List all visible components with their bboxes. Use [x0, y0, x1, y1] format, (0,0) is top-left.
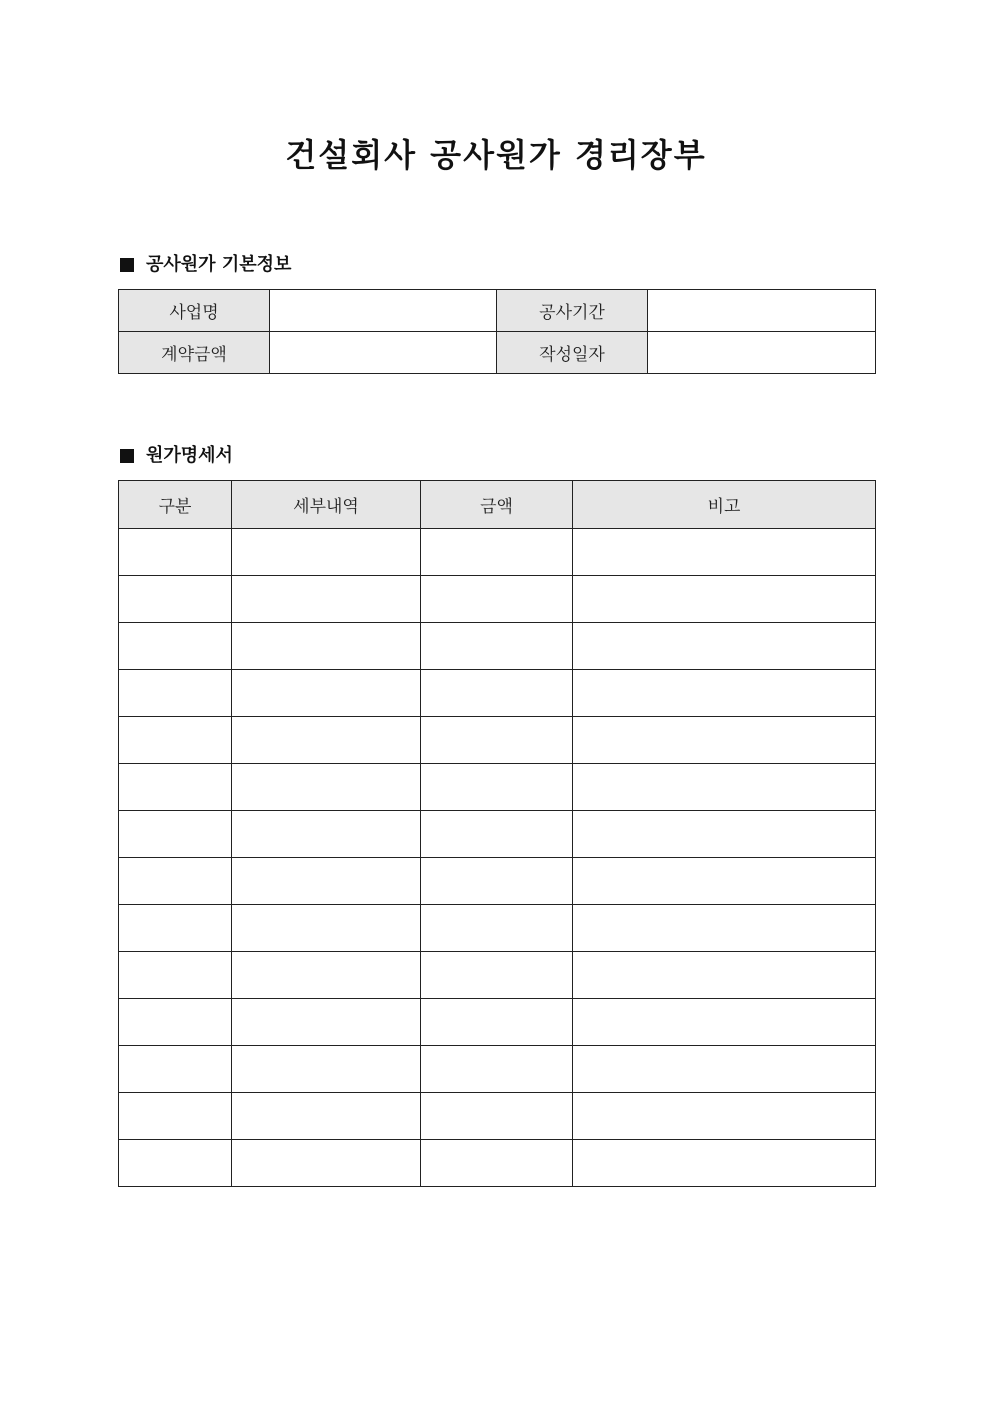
details-cell[interactable]: [232, 670, 421, 717]
column-header-category: 구분: [119, 481, 232, 529]
column-header-details: 세부내역: [232, 481, 421, 529]
amount-cell[interactable]: [421, 623, 573, 670]
category-cell[interactable]: [119, 670, 232, 717]
project-name-label: 사업명: [119, 290, 270, 332]
remarks-cell[interactable]: [573, 1140, 876, 1187]
remarks-cell[interactable]: [573, 905, 876, 952]
table-row: [119, 952, 876, 999]
table-row: [119, 623, 876, 670]
category-cell[interactable]: [119, 623, 232, 670]
remarks-cell[interactable]: [573, 764, 876, 811]
construction-period-field[interactable]: [648, 290, 876, 332]
basic-info-heading: [120, 253, 291, 277]
amount-cell[interactable]: [421, 811, 573, 858]
cost-statement-heading-label: 원가명세서: [146, 445, 233, 466]
amount-cell[interactable]: [421, 1140, 573, 1187]
table-row: [119, 290, 876, 332]
details-cell[interactable]: [232, 1140, 421, 1187]
amount-cell[interactable]: [421, 529, 573, 576]
category-cell[interactable]: [119, 999, 232, 1046]
category-cell[interactable]: [119, 576, 232, 623]
date-written-field[interactable]: [648, 332, 876, 374]
date-written-label: 작성일자: [497, 332, 648, 374]
remarks-cell[interactable]: [573, 670, 876, 717]
details-cell[interactable]: [232, 999, 421, 1046]
category-cell[interactable]: [119, 717, 232, 764]
category-cell[interactable]: [119, 905, 232, 952]
cost-statement-body: [119, 529, 876, 1187]
amount-cell[interactable]: [421, 905, 573, 952]
details-cell[interactable]: [232, 811, 421, 858]
table-row: [119, 1140, 876, 1187]
category-cell[interactable]: [119, 1140, 232, 1187]
basic-info-heading-label: 공사원가 기본정보: [146, 254, 292, 275]
table-row: [119, 999, 876, 1046]
amount-cell[interactable]: [421, 1046, 573, 1093]
basic-info-table: [118, 289, 876, 374]
details-cell[interactable]: [232, 1093, 421, 1140]
remarks-cell[interactable]: [573, 1046, 876, 1093]
amount-cell[interactable]: [421, 764, 573, 811]
category-cell[interactable]: [119, 811, 232, 858]
amount-cell[interactable]: [421, 717, 573, 764]
square-bullet-icon: [120, 258, 134, 272]
table-row: [119, 576, 876, 623]
details-cell[interactable]: [232, 1046, 421, 1093]
remarks-cell[interactable]: [573, 1093, 876, 1140]
table-row: [119, 1046, 876, 1093]
details-cell[interactable]: [232, 858, 421, 905]
details-cell[interactable]: [232, 529, 421, 576]
category-cell[interactable]: [119, 952, 232, 999]
table-row: [119, 1093, 876, 1140]
amount-cell[interactable]: [421, 1093, 573, 1140]
table-row: [119, 529, 876, 576]
remarks-cell[interactable]: [573, 717, 876, 764]
remarks-cell[interactable]: [573, 576, 876, 623]
contract-amount-label: 계약금액: [119, 332, 270, 374]
remarks-cell[interactable]: [573, 999, 876, 1046]
project-name-field[interactable]: [270, 290, 497, 332]
table-row: [119, 764, 876, 811]
details-cell[interactable]: [232, 764, 421, 811]
details-cell[interactable]: [232, 905, 421, 952]
amount-cell[interactable]: [421, 952, 573, 999]
table-row: [119, 670, 876, 717]
table-header-row: [119, 481, 876, 529]
amount-cell[interactable]: [421, 576, 573, 623]
details-cell[interactable]: [232, 576, 421, 623]
amount-cell[interactable]: [421, 670, 573, 717]
construction-period-label: 공사기간: [497, 290, 648, 332]
page-title: 건설회사 공사원가 경리장부: [285, 136, 707, 174]
amount-cell[interactable]: [421, 999, 573, 1046]
category-cell[interactable]: [119, 529, 232, 576]
details-cell[interactable]: [232, 717, 421, 764]
remarks-cell[interactable]: [573, 858, 876, 905]
remarks-cell[interactable]: [573, 623, 876, 670]
column-header-remarks: 비고: [573, 481, 876, 529]
category-cell[interactable]: [119, 858, 232, 905]
column-header-amount: 금액: [421, 481, 573, 529]
square-bullet-icon: [120, 449, 134, 463]
remarks-cell[interactable]: [573, 952, 876, 999]
table-row: [119, 717, 876, 764]
contract-amount-field[interactable]: [270, 332, 497, 374]
remarks-cell[interactable]: [573, 811, 876, 858]
amount-cell[interactable]: [421, 858, 573, 905]
details-cell[interactable]: [232, 623, 421, 670]
table-row: [119, 811, 876, 858]
category-cell[interactable]: [119, 1093, 232, 1140]
category-cell[interactable]: [119, 1046, 232, 1093]
remarks-cell[interactable]: [573, 529, 876, 576]
cost-statement-heading: [120, 444, 233, 468]
table-row: [119, 332, 876, 374]
table-row: [119, 905, 876, 952]
details-cell[interactable]: [232, 952, 421, 999]
category-cell[interactable]: [119, 764, 232, 811]
table-row: [119, 858, 876, 905]
cost-statement-table: [118, 480, 876, 1187]
